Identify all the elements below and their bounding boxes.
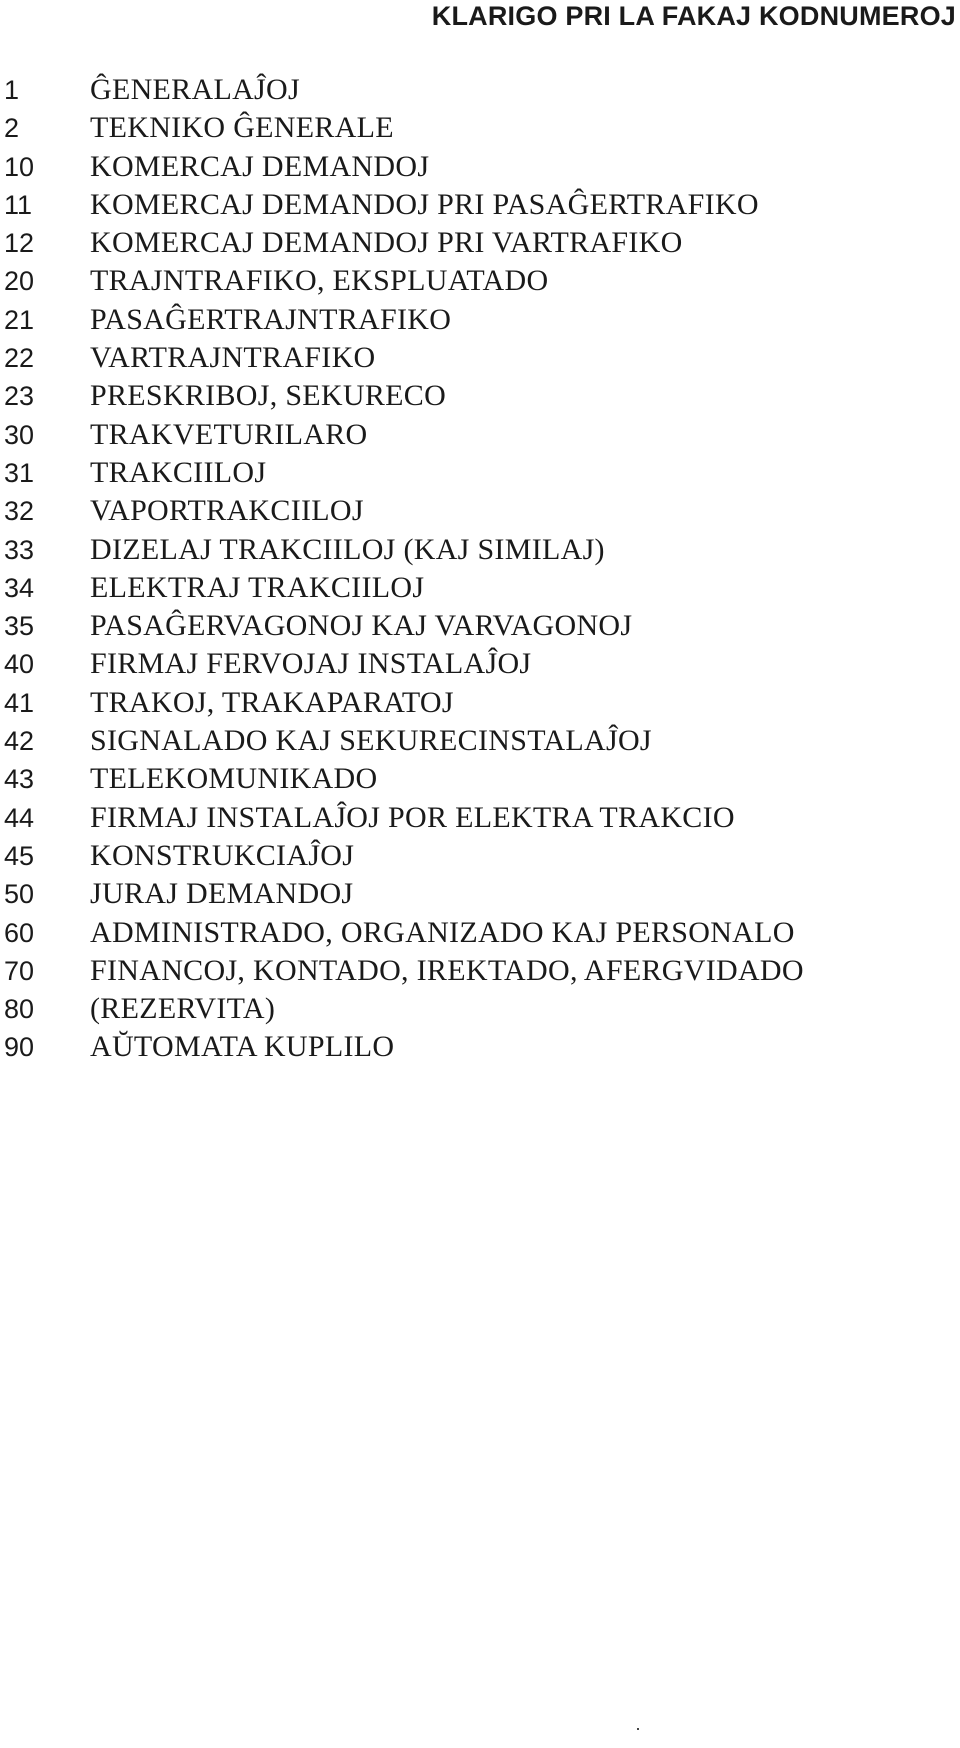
code-row <box>0 684 804 722</box>
code-row <box>0 71 804 109</box>
code-row <box>0 531 804 569</box>
code-label: ELEKTRAJ TRAKCIILOJ <box>90 570 425 604</box>
code-row <box>0 952 804 990</box>
code-label: FIRMAJ FERVOJAJ INSTALAĴOJ <box>90 647 532 681</box>
code-number: 34 <box>4 572 35 603</box>
code-row <box>0 875 804 913</box>
code-number: 23 <box>4 381 35 412</box>
code-number: 90 <box>4 1032 35 1063</box>
code-label: KOMERCAJ DEMANDOJ <box>90 149 430 183</box>
code-row <box>0 262 804 300</box>
code-row <box>0 760 804 798</box>
code-row <box>0 109 804 147</box>
code-label: PASAĜERVAGONOJ KAJ VARVAGONOJ <box>90 609 633 643</box>
code-row <box>0 186 804 224</box>
code-label: VARTRAJNTRAFIKO <box>90 341 376 375</box>
code-label: FIRMAJ INSTALAĴOJ POR ELEKTRA TRAKCIO <box>90 800 735 834</box>
code-row <box>0 990 804 1028</box>
code-label: KOMERCAJ DEMANDOJ PRI VARTRAFIKO <box>90 226 683 260</box>
code-number: 33 <box>4 534 35 565</box>
code-row <box>0 645 804 683</box>
code-number: 31 <box>4 457 35 488</box>
code-number: 1 <box>4 75 20 105</box>
code-number: 12 <box>4 228 35 259</box>
code-number: 35 <box>4 611 35 642</box>
code-row <box>0 454 804 492</box>
code-label: ADMINISTRADO, ORGANIZADO KAJ PERSONALO <box>90 915 795 949</box>
code-number: 32 <box>4 496 35 527</box>
code-label: TEKNIKO ĜENERALE <box>90 111 394 145</box>
code-number: 42 <box>4 726 35 757</box>
code-row <box>0 377 804 415</box>
code-row <box>0 1028 804 1066</box>
page-title: KLARIGO PRI LA FAKAJ KODNUMEROJ <box>431 1 956 31</box>
code-row <box>0 224 804 262</box>
code-label: DIZELAJ TRAKCIILOJ (KAJ SIMILAJ) <box>90 532 605 566</box>
code-label: PASAĜERTRAJNTRAFIKO <box>90 302 452 336</box>
code-number: 22 <box>4 343 35 374</box>
code-row <box>0 339 804 377</box>
code-number: 45 <box>4 840 35 871</box>
code-row <box>0 607 804 645</box>
code-number: 60 <box>4 917 35 948</box>
code-number: 43 <box>4 764 35 795</box>
code-list <box>0 71 804 1067</box>
code-row <box>0 416 804 454</box>
code-number: 11 <box>4 189 33 220</box>
code-number: 20 <box>4 266 35 297</box>
code-row <box>0 492 804 530</box>
code-label: SIGNALADO KAJ SEKURECINSTALAĴOJ <box>90 724 652 758</box>
code-label: AŬTOMATA KUPLILO <box>90 1030 395 1064</box>
code-number: 70 <box>4 955 35 986</box>
code-row <box>0 569 804 607</box>
code-label: ĜENERALAĴOJ <box>90 73 300 106</box>
code-number: 44 <box>4 802 35 833</box>
code-label: FINANCOJ, KONTADO, IREKTADO, AFERGVIDADO <box>90 953 804 987</box>
code-label: (REZERVITA) <box>90 992 276 1026</box>
code-label: PRESKRIBOJ, SEKURECO <box>90 379 447 413</box>
code-number: 21 <box>4 304 35 335</box>
code-label: TRAKOJ, TRAKAPARATOJ <box>90 685 454 719</box>
code-label: JURAJ DEMANDOJ <box>90 877 354 911</box>
code-number: 10 <box>4 151 35 182</box>
code-label: TRAJNTRAFIKO, EKSPLUATADO <box>90 264 549 298</box>
code-row <box>0 914 804 952</box>
code-row <box>0 722 804 760</box>
code-number: 40 <box>4 649 35 680</box>
code-row <box>0 837 804 875</box>
code-row <box>0 799 804 837</box>
code-number: 30 <box>4 419 35 450</box>
code-label: VAPORTRAKCIILOJ <box>90 494 364 528</box>
code-label: KOMERCAJ DEMANDOJ PRI PASAĜERTRAFIKO <box>90 187 759 221</box>
code-number: 41 <box>4 687 35 718</box>
code-row <box>0 301 804 339</box>
code-label: KONSTRUKCIAĴOJ <box>90 838 355 872</box>
code-number: 80 <box>4 994 35 1025</box>
footer-dot-mark <box>637 1728 639 1730</box>
code-label: TELEKOMUNIKADO <box>90 762 378 796</box>
code-number: 50 <box>4 879 35 910</box>
code-number: 2 <box>4 113 20 144</box>
code-row <box>0 148 804 186</box>
code-label: TRAKCIILOJ <box>90 455 267 489</box>
code-label: TRAKVETURILARO <box>90 417 368 451</box>
